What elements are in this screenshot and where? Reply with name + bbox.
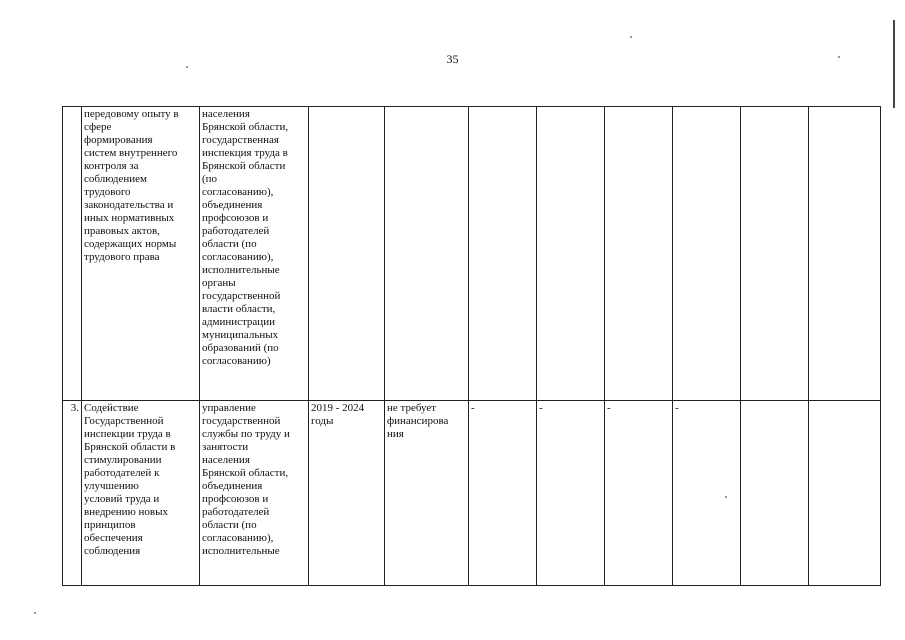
funding-cell [385,401,469,586]
row-number: 3. [70,402,79,414]
scan-artifact [838,56,840,58]
period-cell [309,401,385,586]
value-cell [673,401,741,586]
action-cell [82,107,200,401]
executors-cell [200,107,309,401]
action-cell [82,401,200,586]
value-cell [605,107,673,401]
scan-artifact [34,612,36,614]
period-cell [309,107,385,401]
funding-text: не требует финансирова ния [387,402,449,440]
value-text: - [471,402,475,414]
row-number-cell [63,107,82,401]
value-cell [673,107,741,401]
scan-artifact [630,36,632,38]
page-number: 35 [446,52,459,66]
action-text: Содействие Государственной инспекции труда в Брянской области в стимулировании работодателей к улучшению условий труда и внедрению новых принципов обеспечения соблюдения [84,402,176,557]
funding-cell [385,107,469,401]
value-cell [469,401,537,586]
scan-edge-mark [893,20,895,108]
value-cell [605,401,673,586]
data-table [62,106,881,586]
value-cell [809,401,881,586]
executors-text: населения Брянской области, государственная инспекция труда в Брянской области (по согласованию), объединения профсоюзов и работодателей области (по согласованию), исполнительные органы государственной власти области, администрации муниципальных образований (по согласованию) [202,108,289,367]
value-cell [537,401,605,586]
table-row [63,107,881,401]
table-row [63,401,881,586]
action-text: передовому опыту в сфере формирования систем внутреннего контроля за соблюдением трудового законодательства и иных нормативных правовых актов, содержащих нормы трудового права [84,108,179,263]
period-text: 2019 - 2024 годы [311,402,365,427]
value-cell [741,107,809,401]
executors-text: управление государственной службы по труду и занятости населения Брянской области, объединения профсоюзов и работодателей области (по согласованию), исполнительные [202,402,290,557]
value-cell [469,107,537,401]
executors-cell [200,401,309,586]
value-cell [537,107,605,401]
scan-artifact [186,66,188,68]
value-text: - [539,402,543,414]
value-text: - [607,402,611,414]
value-cell [809,107,881,401]
row-number-cell [63,401,82,586]
value-text: - [675,402,679,414]
value-cell [741,401,809,586]
